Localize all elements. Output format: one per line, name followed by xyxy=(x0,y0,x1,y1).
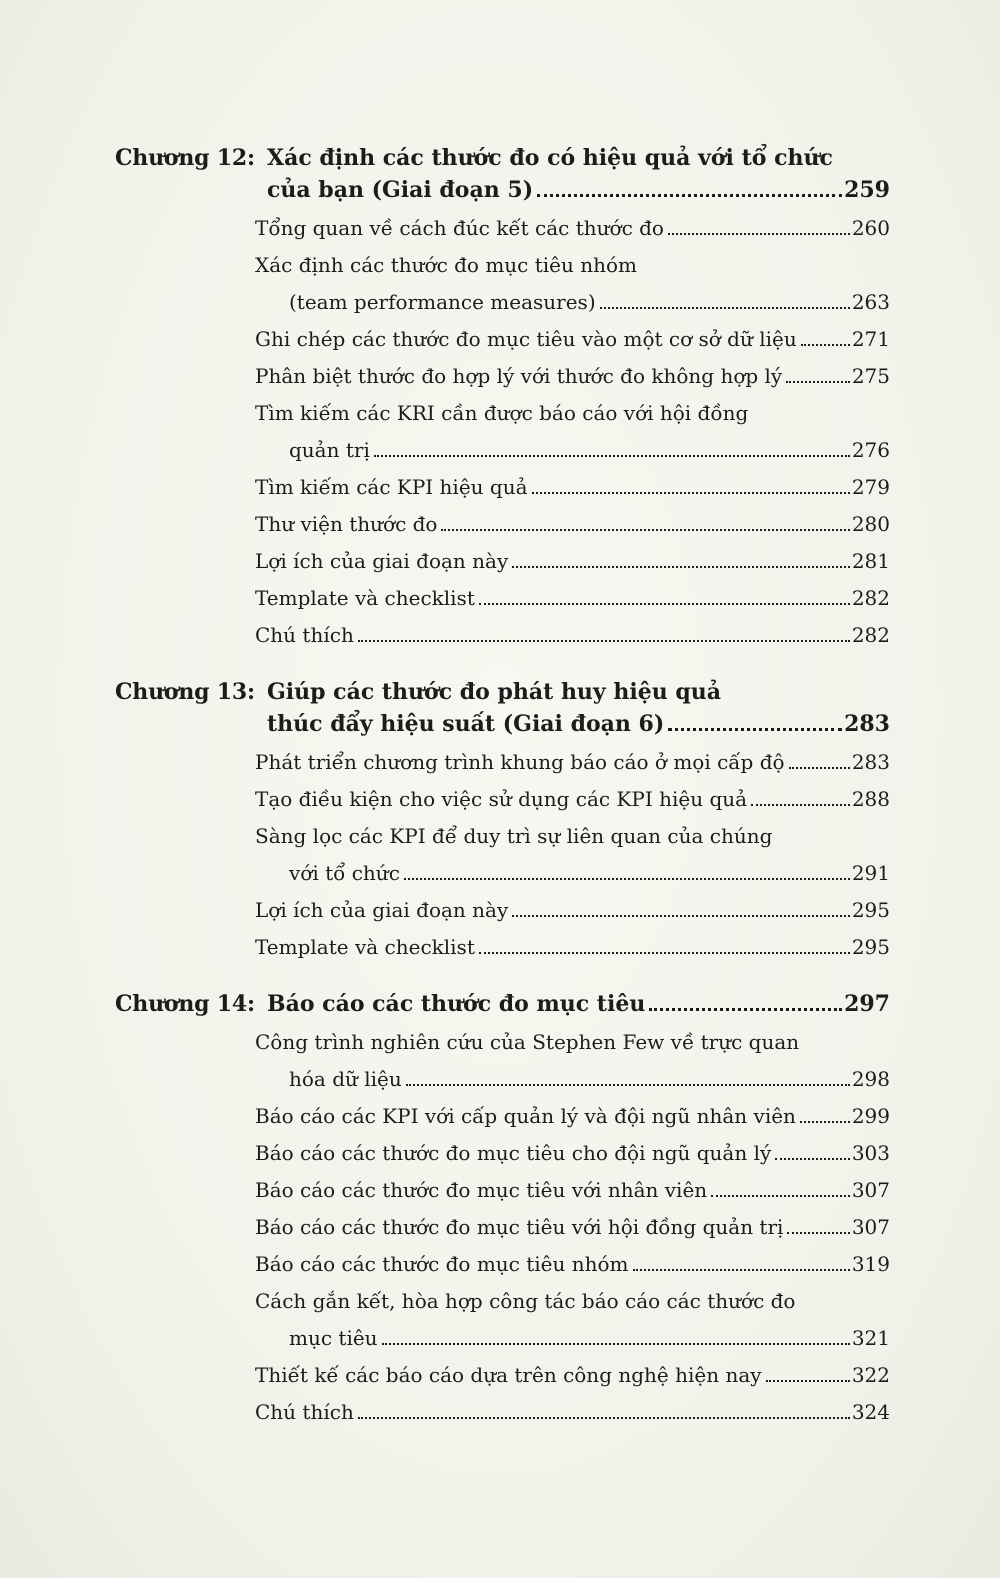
entry-page-number: 275 xyxy=(851,364,890,388)
chapter-title-line: Giúp các thước đo phát huy hiệu quả xyxy=(267,679,722,705)
entry-page-number: 281 xyxy=(851,549,890,573)
entry-title-text: Phát triển chương trình khung báo cáo ở mọi cấp độ xyxy=(255,750,785,774)
entry-title-line xyxy=(255,929,890,966)
toc-entry xyxy=(255,1209,890,1246)
toc-entry xyxy=(255,506,890,543)
entry-title-line: Xác định các thước đo mục tiêu nhóm xyxy=(255,253,638,277)
chapter-heading xyxy=(115,676,890,740)
chapter-number: Chương 14: xyxy=(115,991,255,1017)
dot-leader xyxy=(441,529,849,531)
entry-title-text: Chú thích xyxy=(255,1400,354,1424)
chapter-heading xyxy=(115,142,890,206)
entry-title-text: Lợi ích của giai đoạn này xyxy=(255,549,509,573)
dot-leader xyxy=(537,194,842,197)
entry-page-number: 282 xyxy=(851,586,890,610)
entry-title-line xyxy=(255,1246,890,1283)
toc-entry xyxy=(255,1024,890,1098)
toc-entry xyxy=(255,321,890,358)
entry-page-number: 280 xyxy=(851,512,890,536)
entry-page-number: 298 xyxy=(851,1067,890,1091)
entry-page-number: 303 xyxy=(851,1141,890,1165)
entry-title-line xyxy=(255,1320,890,1357)
entry-title-line xyxy=(255,543,890,580)
chapter-page-number: 297 xyxy=(844,991,890,1017)
entry-title-text: Báo cáo các thước đo mục tiêu với nhân viên xyxy=(255,1178,708,1202)
dot-leader xyxy=(775,1158,850,1160)
chapter-title-text: của bạn (Giai đoạn 5) xyxy=(267,177,534,203)
entry-page-number: 307 xyxy=(851,1215,890,1239)
entry-page-number: 324 xyxy=(851,1400,890,1424)
dot-leader xyxy=(382,1343,850,1345)
entry-title-line xyxy=(255,744,890,781)
dot-leader xyxy=(479,952,850,954)
dot-leader xyxy=(766,1380,850,1382)
section-list xyxy=(255,744,890,966)
toc-entry xyxy=(255,395,890,469)
entry-page-number: 282 xyxy=(851,623,890,647)
chapter-title xyxy=(267,142,890,206)
toc-entry xyxy=(255,210,890,247)
entry-page-number: 271 xyxy=(851,327,890,351)
entry-title-line xyxy=(255,1135,890,1172)
dot-leader xyxy=(358,640,850,642)
entry-title-line xyxy=(255,1357,890,1394)
entry-title-text: Báo cáo các thước đo mục tiêu với hội đồng quản trị xyxy=(255,1215,784,1239)
table-of-contents xyxy=(115,142,890,1431)
entry-title-line xyxy=(255,469,890,506)
dot-leader xyxy=(801,344,850,346)
entry-title-line xyxy=(255,284,890,321)
toc-entry xyxy=(255,580,890,617)
toc-entry xyxy=(255,1098,890,1135)
entry-title-line xyxy=(255,1061,890,1098)
entry-title-line xyxy=(255,210,890,247)
entry-title-text: Báo cáo các thước đo mục tiêu cho đội ngũ quản lý xyxy=(255,1141,772,1165)
entry-title-text: Template và checklist xyxy=(255,586,475,610)
entry-title-text: Báo cáo các thước đo mục tiêu nhóm xyxy=(255,1252,629,1276)
dot-leader xyxy=(406,1084,850,1086)
chapter-title-line xyxy=(267,174,890,206)
entry-title-line xyxy=(255,781,890,818)
chapter-title-text: Báo cáo các thước đo mục tiêu xyxy=(267,991,646,1017)
chapter-title-line xyxy=(267,988,890,1020)
toc-entry xyxy=(255,744,890,781)
entry-title-line: Sàng lọc các KPI để duy trì sự liên quan của chúng xyxy=(255,824,773,848)
entry-page-number: 291 xyxy=(851,861,890,885)
entry-title-text: Thiết kế các báo cáo dựa trên công nghệ hiện nay xyxy=(255,1363,762,1387)
dot-leader xyxy=(751,804,850,806)
dot-leader xyxy=(358,1417,850,1419)
entry-title-text: Báo cáo các KPI với cấp quản lý và đội ngũ nhân viên xyxy=(255,1104,796,1128)
entry-page-number: 295 xyxy=(851,935,890,959)
dot-leader xyxy=(668,233,850,235)
entry-title-text: (team performance measures) xyxy=(289,290,596,314)
section-list xyxy=(255,1024,890,1431)
entry-title-text: Tạo điều kiện cho việc sử dụng các KPI hiệu quả xyxy=(255,787,748,811)
chapter-title xyxy=(267,676,890,740)
chapter-number: Chương 13: xyxy=(115,679,255,705)
dot-leader xyxy=(512,915,850,917)
entry-page-number: 307 xyxy=(851,1178,890,1202)
entry-title-line xyxy=(255,580,890,617)
dot-leader xyxy=(512,566,850,568)
dot-leader xyxy=(374,455,850,457)
toc-entry xyxy=(255,818,890,892)
chapter-title-line: Xác định các thước đo có hiệu quả với tổ chức xyxy=(267,145,833,171)
toc-entry xyxy=(255,617,890,654)
dot-leader xyxy=(600,307,850,309)
entry-title-line xyxy=(255,892,890,929)
entry-title-line xyxy=(255,358,890,395)
toc-entry xyxy=(255,781,890,818)
chapter-title-text: thúc đẩy hiệu suất (Giai đoạn 6) xyxy=(267,711,665,737)
entry-title-line xyxy=(255,617,890,654)
entry-title-line xyxy=(255,321,890,358)
entry-title-text: Ghi chép các thước đo mục tiêu vào một cơ sở dữ liệu xyxy=(255,327,797,351)
chapter-heading xyxy=(115,988,890,1020)
dot-leader xyxy=(633,1269,850,1271)
entry-page-number: 322 xyxy=(851,1363,890,1387)
entry-title-text: Phân biệt thước đo hợp lý với thước đo không hợp lý xyxy=(255,364,783,388)
entry-page-number: 321 xyxy=(851,1326,890,1350)
toc-entry xyxy=(255,1172,890,1209)
chapter-title xyxy=(267,988,890,1020)
entry-title-line xyxy=(255,432,890,469)
entry-title-text: Tổng quan về cách đúc kết các thước đo xyxy=(255,216,664,240)
entry-title-text: Template và checklist xyxy=(255,935,475,959)
entry-title-line: Công trình nghiên cứu của Stephen Few về trực quan xyxy=(255,1030,800,1054)
dot-leader xyxy=(668,728,842,731)
dot-leader xyxy=(404,878,850,880)
toc-entry xyxy=(255,469,890,506)
chapter-section xyxy=(115,676,890,966)
dot-leader xyxy=(711,1195,850,1197)
toc-entry xyxy=(255,929,890,966)
toc-entry xyxy=(255,892,890,929)
entry-title-line: Tìm kiếm các KRI cần được báo cáo với hội đồng xyxy=(255,401,749,425)
toc-entry xyxy=(255,1357,890,1394)
entry-title-text: Tìm kiếm các KPI hiệu quả xyxy=(255,475,528,499)
entry-title-text: mục tiêu xyxy=(289,1326,378,1350)
chapter-page-number: 283 xyxy=(844,711,890,737)
dot-leader xyxy=(649,1008,842,1011)
entry-page-number: 260 xyxy=(851,216,890,240)
entry-title-line xyxy=(255,506,890,543)
entry-page-number: 279 xyxy=(851,475,890,499)
dot-leader xyxy=(786,381,850,383)
entry-title-text: Thư viện thước đo xyxy=(255,512,438,536)
entry-title-line: Cách gắn kết, hòa hợp công tác báo cáo các thước đo xyxy=(255,1289,796,1313)
chapter-section xyxy=(115,142,890,654)
dot-leader xyxy=(789,767,850,769)
entry-page-number: 283 xyxy=(851,750,890,774)
toc-entry xyxy=(255,358,890,395)
entry-title-text: quản trị xyxy=(289,438,370,462)
dot-leader xyxy=(787,1232,849,1234)
toc-entry xyxy=(255,1246,890,1283)
dot-leader xyxy=(532,492,850,494)
entry-title-line xyxy=(255,855,890,892)
entry-page-number: 319 xyxy=(851,1252,890,1276)
toc-entry xyxy=(255,543,890,580)
entry-title-text: Chú thích xyxy=(255,623,354,647)
entry-page-number: 288 xyxy=(851,787,890,811)
entry-title-line xyxy=(255,1098,890,1135)
chapter-title-line xyxy=(267,708,890,740)
entry-title-text: hóa dữ liệu xyxy=(289,1067,402,1091)
toc-entry xyxy=(255,1394,890,1431)
entry-page-number: 276 xyxy=(851,438,890,462)
entry-title-text: Lợi ích của giai đoạn này xyxy=(255,898,509,922)
entry-title-text: với tổ chức xyxy=(289,861,400,885)
entry-page-number: 263 xyxy=(851,290,890,314)
dot-leader xyxy=(479,603,850,605)
dot-leader xyxy=(800,1121,850,1123)
entry-page-number: 299 xyxy=(851,1104,890,1128)
toc-entry xyxy=(255,247,890,321)
entry-title-line xyxy=(255,1394,890,1431)
toc-entry xyxy=(255,1283,890,1357)
chapter-section xyxy=(115,988,890,1431)
chapter-number: Chương 12: xyxy=(115,145,255,171)
toc-entry xyxy=(255,1135,890,1172)
entry-title-line xyxy=(255,1172,890,1209)
entry-page-number: 295 xyxy=(851,898,890,922)
section-list xyxy=(255,210,890,654)
entry-title-line xyxy=(255,1209,890,1246)
chapter-page-number: 259 xyxy=(844,177,890,203)
